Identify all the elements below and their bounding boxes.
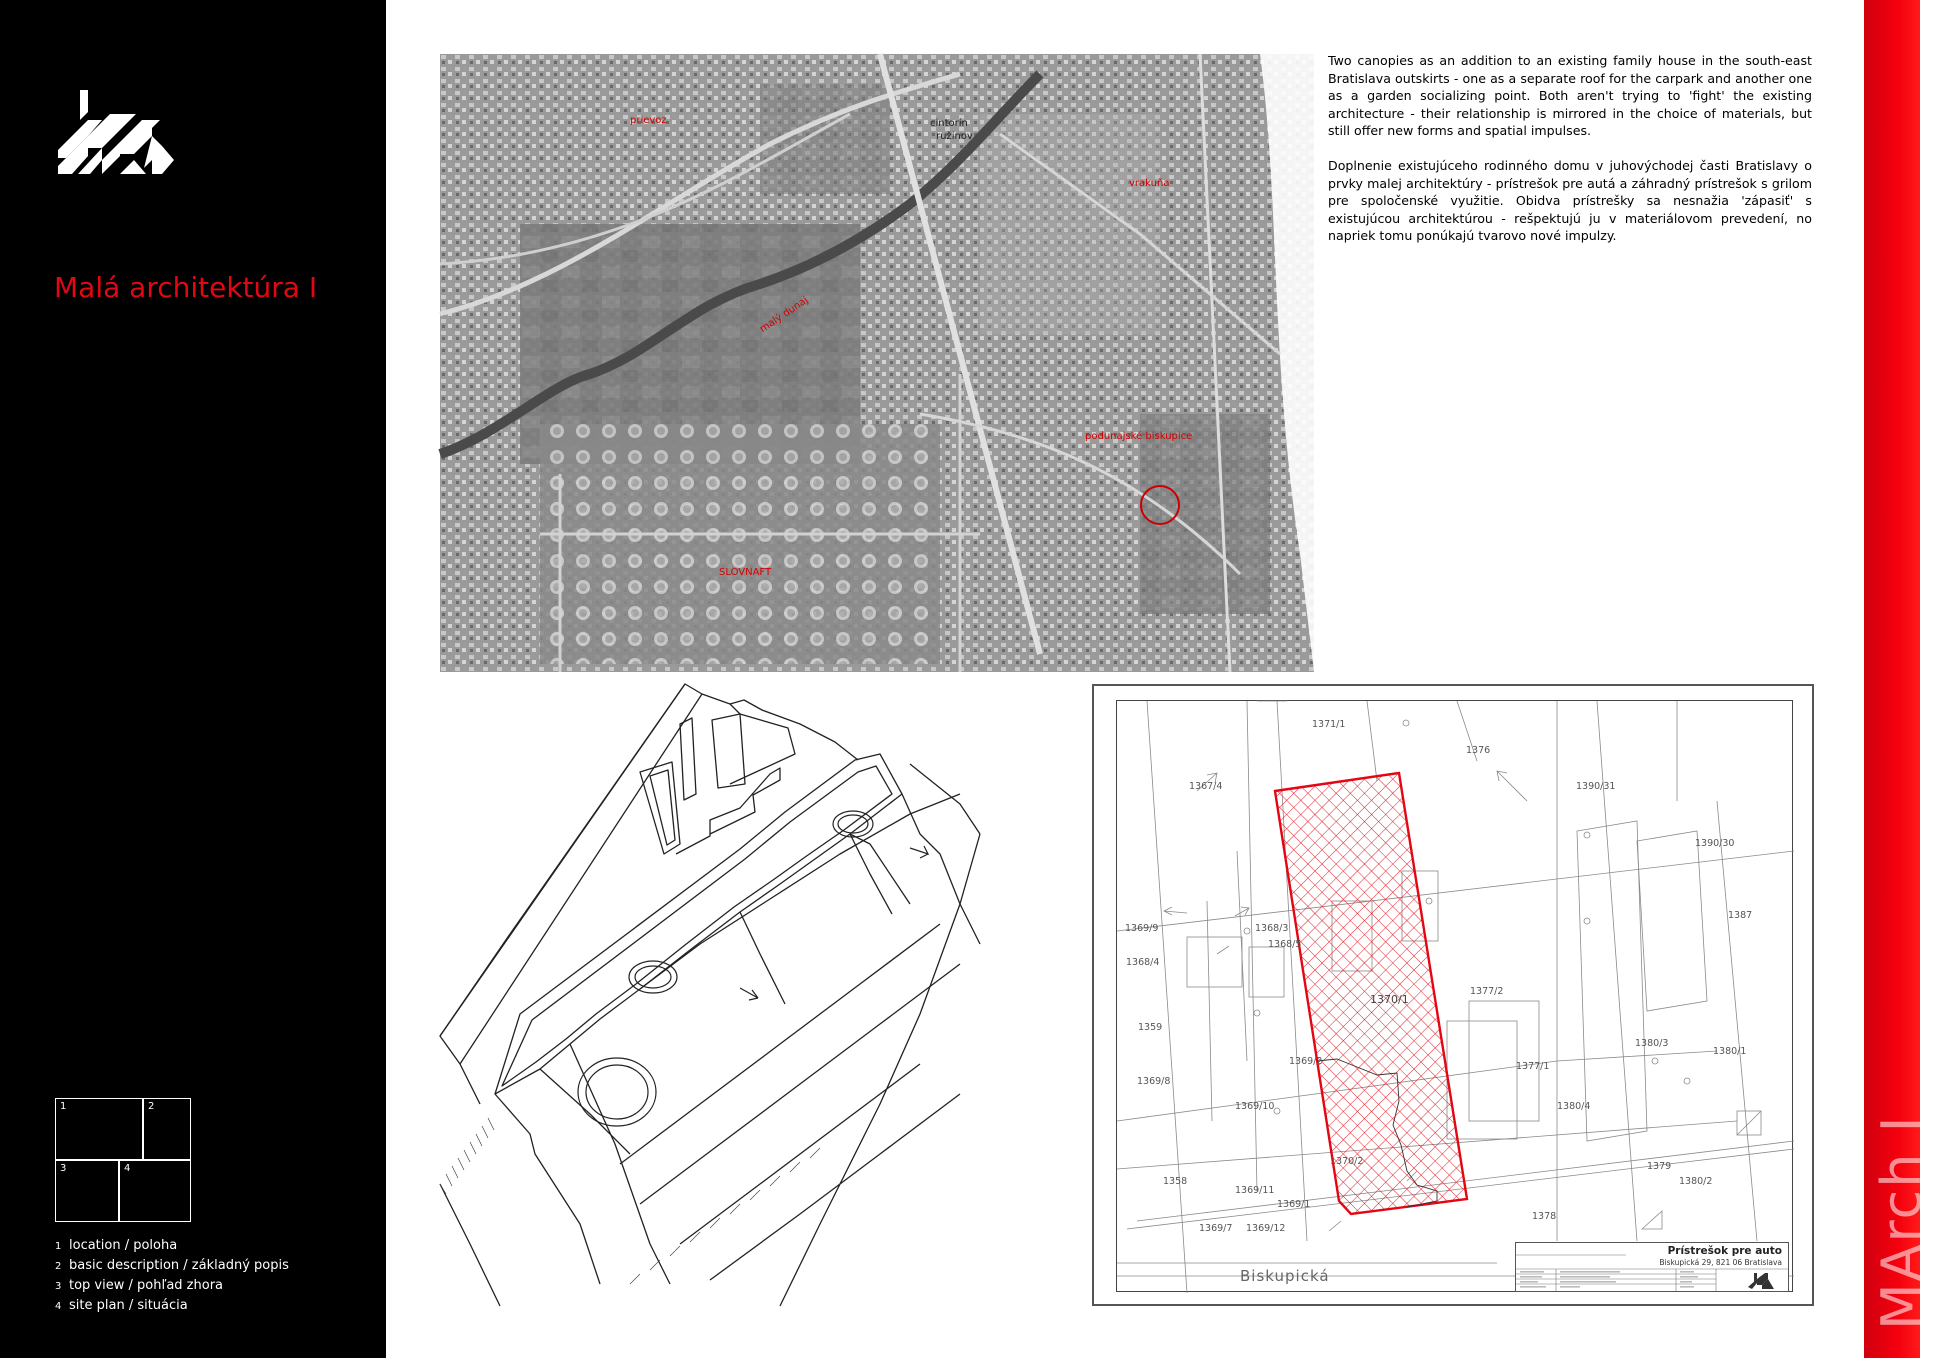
legend-item: [55, 1236, 289, 1256]
legend-text: location / poloha: [69, 1238, 178, 1253]
legend-num: 2: [55, 1261, 62, 1272]
parcel-label: 1369/11: [1235, 1185, 1275, 1196]
parcel-label: 1368/3: [1255, 923, 1289, 934]
aerial-texture: [440, 54, 1314, 672]
map-label-prievoz: prievoz: [630, 115, 667, 126]
parcel-label: 1371/1: [1312, 719, 1346, 730]
parcel-label: 1380/4: [1557, 1101, 1591, 1112]
parcel-label: 1369/8: [1137, 1076, 1171, 1087]
title-block-title: Prístrešok pre auto: [1667, 1245, 1782, 1257]
project-description: [1328, 52, 1812, 262]
description-en: Two canopies as an addition to an existing family house in the south-east Bratislava outskirts - one as a separate roof for the carpark and another one as a garden socializing point. Both aren't trying to 'fight' the existing architecture - their relationship is mirrored in the choice of materials, but still offer new forms and spatial impulses.: [1328, 53, 1812, 139]
aerial-location-map: [440, 54, 1314, 672]
description-sk: Doplnenie existujúceho rodinného domu v juhovýchodej časti Bratislavy o prvky malej architektúry - prístrešok pre autá a záhradný prístrešok s grilom pre spoločenské využitie. Obidva prístrešky sa nesnažia 'zápasiť' s existujúcou architektúrou - rešpektujú ju v materiálovom prevedení, no napriek tomu ponúkajú tvarovo nové impulzy.: [1328, 157, 1812, 244]
project-title: Malá architektúra I: [54, 271, 318, 304]
parcel-label: 1378: [1532, 1211, 1557, 1222]
grid-cell-3: [55, 1160, 119, 1222]
parcel-label: 1369/9: [1125, 923, 1159, 934]
parcel-label: 1367/4: [1189, 781, 1223, 792]
map-label-vrakuna: vrakuňa: [1129, 178, 1170, 189]
parcel-label: 1390/31: [1576, 781, 1616, 792]
map-label-maly-dunaj: malý dunaj: [758, 294, 811, 336]
legend-list: [55, 1236, 289, 1316]
legend-num: 1: [55, 1241, 62, 1252]
site-plan-drawing: [1116, 700, 1793, 1292]
parcel-label: 1376: [1466, 745, 1491, 756]
isometric-top-view: [440, 684, 1080, 1306]
parcel-label: 1369/7: [1199, 1223, 1233, 1234]
parcel-label: 1380/2: [1679, 1176, 1713, 1187]
legend-item: [55, 1296, 289, 1316]
parcel-label: 1358: [1163, 1176, 1188, 1187]
site-plan: [1092, 684, 1814, 1306]
map-label-podunajske: podunajské biskupice: [1085, 431, 1193, 442]
parcel-label: 1390/30: [1695, 838, 1735, 849]
parcel-label: 1370/2: [1330, 1156, 1364, 1167]
parcel-label: 1387: [1728, 910, 1753, 921]
parcel-label: 1379: [1647, 1161, 1672, 1172]
title-block-address: Biskupická 29, 821 06 Bratislava: [1659, 1258, 1782, 1267]
title-block-grid: [1516, 1243, 1788, 1291]
legend-text: basic description / základný popis: [69, 1258, 289, 1273]
grid-cell-4: [119, 1160, 191, 1222]
grid-cell-number: 4: [124, 1163, 131, 1174]
grid-cell-1: [55, 1098, 143, 1160]
legend-item: [55, 1256, 289, 1276]
legend-item: [55, 1276, 289, 1296]
street-name: Biskupická: [1240, 1267, 1330, 1285]
legend-text: top view / pohľad zhora: [69, 1278, 224, 1293]
grid-cell-number: 3: [60, 1163, 67, 1174]
grid-cell-number: 1: [60, 1101, 67, 1112]
parcel-label: 1369/2: [1289, 1056, 1323, 1067]
parcel-label: 1377/1: [1516, 1061, 1550, 1072]
parcel-label-site: 1370/1: [1370, 993, 1409, 1006]
legend-text: site plan / situácia: [69, 1298, 188, 1313]
grid-cell-2: [143, 1098, 191, 1160]
parcel-label: 1369/1: [1277, 1199, 1311, 1210]
parcel-label: 1369/10: [1235, 1101, 1275, 1112]
legend-num: 3: [55, 1281, 62, 1292]
parcel-label: 1380/1: [1713, 1046, 1747, 1057]
parcel-label: 1368/4: [1126, 957, 1160, 968]
sidebar: [0, 0, 386, 1358]
parcel-label: 1377/2: [1470, 986, 1504, 997]
drawing-title-block: [1515, 1242, 1789, 1292]
parcel-label: 1368/5: [1268, 939, 1302, 950]
grid-cell-number: 2: [148, 1101, 155, 1112]
map-label-slovnaft: SLOVNAFT: [719, 567, 772, 578]
parcel-label: 1369/12: [1246, 1223, 1286, 1234]
layout-grid-legend: [55, 1098, 191, 1222]
legend-num: 4: [55, 1301, 62, 1312]
vertical-brand-text: MArch I: [1870, 1114, 1933, 1330]
parcel-label: 1359: [1138, 1022, 1163, 1033]
studio-logo: [58, 90, 174, 174]
parcel-label: 1380/3: [1635, 1038, 1669, 1049]
map-label-ruzinov: ružinov: [936, 131, 973, 142]
map-label-cintorin: cintorín: [930, 118, 968, 129]
